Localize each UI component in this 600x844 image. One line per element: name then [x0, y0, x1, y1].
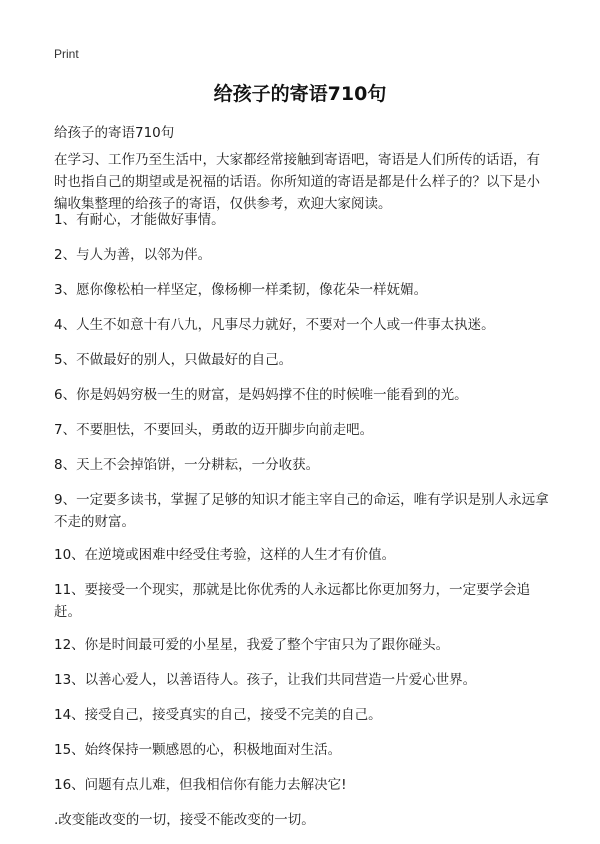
document-title: 给孩子的寄语710句: [213, 83, 387, 105]
intro-paragraph: 在学习、工作乃至生活中，大家都经常接触到寄语吧，寄语是人们所传的话语，有时也指自己的期望或是祝福的话语。你所知道的寄语是都是什么样子的？以下是小编收集整理的给孩子的寄语，仅供参考，欢迎大家阅读。: [54, 152, 540, 212]
list-item: .改变能改变的一切，接受不能改变的一切。: [54, 812, 315, 828]
list-item: 1、有耐心，才能做好事情。: [54, 212, 225, 228]
list-item: 6、你是妈妈穷极一生的财富，是妈妈撑不住的时候唯一能看到的光。: [54, 387, 468, 403]
list-item: 16、问题有点儿难，但我相信你有能力去解决它!: [54, 777, 347, 793]
list-item: 14、接受自己，接受真实的自己，接受不完美的自己。: [54, 707, 382, 723]
list-item: 11、要接受一个现实，那就是比你优秀的人永远都比你更加努力，一定要学会追赶。: [54, 582, 531, 620]
list-item: 4、人生不如意十有八九，凡事尽力就好，不要对一个人或一件事太执迷。: [54, 317, 495, 333]
message-list: [54, 209, 550, 844]
list-item: 3、愿你像松柏一样坚定，像杨柳一样柔韧，像花朵一样妩媚。: [54, 282, 428, 298]
list-item: 13、以善心爱人，以善语待人。孩子，让我们共同营造一片爱心世界。: [54, 672, 477, 688]
list-item: 2、与人为善，以邻为伴。: [54, 247, 212, 263]
document-subtitle: 给孩子的寄语710句: [54, 125, 175, 141]
list-item: 10、在逆境或困难中经受住考验，这样的人生才有价值。: [54, 547, 396, 563]
print-link[interactable]: Print: [54, 47, 79, 61]
list-item: 7、不要胆怯，不要回头，勇敢的迈开脚步向前走吧。: [54, 422, 374, 438]
list-item: 12、你是时间最可爱的小星星，我爱了整个宇宙只为了跟你碰头。: [54, 637, 450, 653]
list-item: 8、天上不会掉馅饼，一分耕耘，一分收获。: [54, 457, 320, 473]
list-item: 15、始终保持一颗感恩的心，积极地面对生活。: [54, 742, 342, 758]
list-item: 5、不做最好的别人，只做最好的自己。: [54, 352, 293, 368]
list-item: 9、一定要多读书，掌握了足够的知识才能主宰自己的命运，唯有学识是别人永远拿不走的财富。: [54, 492, 549, 530]
